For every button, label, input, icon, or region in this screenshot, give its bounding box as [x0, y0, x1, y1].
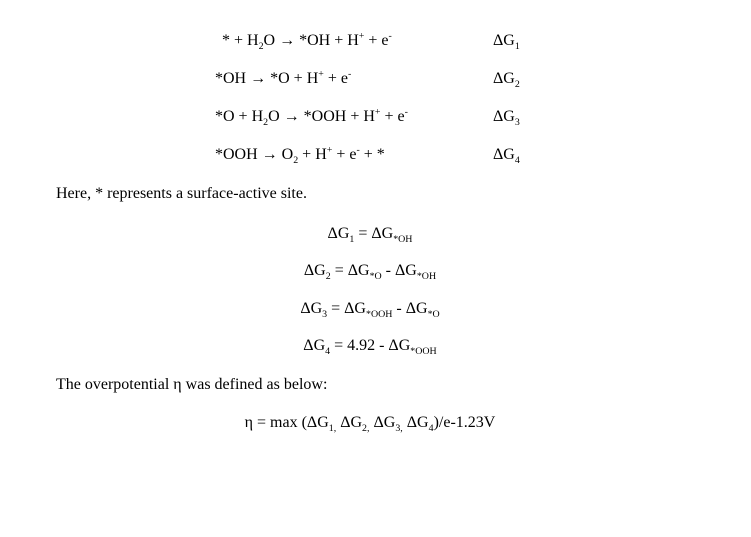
reaction-equation: $*O + H_2O \to *OOH + H^+ + e^-$ [215, 106, 408, 129]
reaction-free-energy-label: $\Delta G_1$ [493, 32, 520, 53]
reaction-equation: *OH → *O + H+ + e- [215, 68, 352, 87]
site-note: Here, * represents a surface-active site. [56, 185, 307, 202]
overpotential-equation: $\eta = \max (\Delta G_{1,}$ $\Delta G_{2,}$ $\Delta G_{3,}$ $\Delta G_4)/e-1.23V$ [244, 414, 496, 435]
gibbs-energy-equation: $\Delta G_3 = \Delta G_{*OOH} - \Delta G_{*O}$ [300, 300, 440, 321]
reaction-row [0, 106, 751, 129]
reaction-row [0, 144, 751, 167]
gibbs-energy-equation: $\Delta G_4 = 4.92 - \Delta G_{*OOH}$ [303, 337, 437, 358]
reaction-row [0, 68, 751, 91]
reaction-free-energy-label: $\Delta G_4$ [493, 146, 520, 167]
reaction-equation: $*OOH \to O_2 + H^+ + e^-$ + * [215, 144, 385, 167]
gibbs-energy-equation: $\Delta G_1 = \Delta G_{*OH}$ [327, 225, 413, 246]
overpotential-definition-intro: The overpotential η was defined as below: [56, 376, 328, 393]
reaction-free-energy-label: $\Delta G_2$ [493, 70, 520, 91]
gibbs-energy-equation: $\Delta G_2 = \Delta G_{*O} - \Delta G_{*OH}$ [303, 262, 437, 283]
reaction-equation: * + $H_2O \to *OH + H^+ + e^-$ [222, 30, 392, 53]
reaction-free-energy-label: $\Delta G_3$ [493, 108, 520, 129]
reaction-row [0, 30, 751, 53]
